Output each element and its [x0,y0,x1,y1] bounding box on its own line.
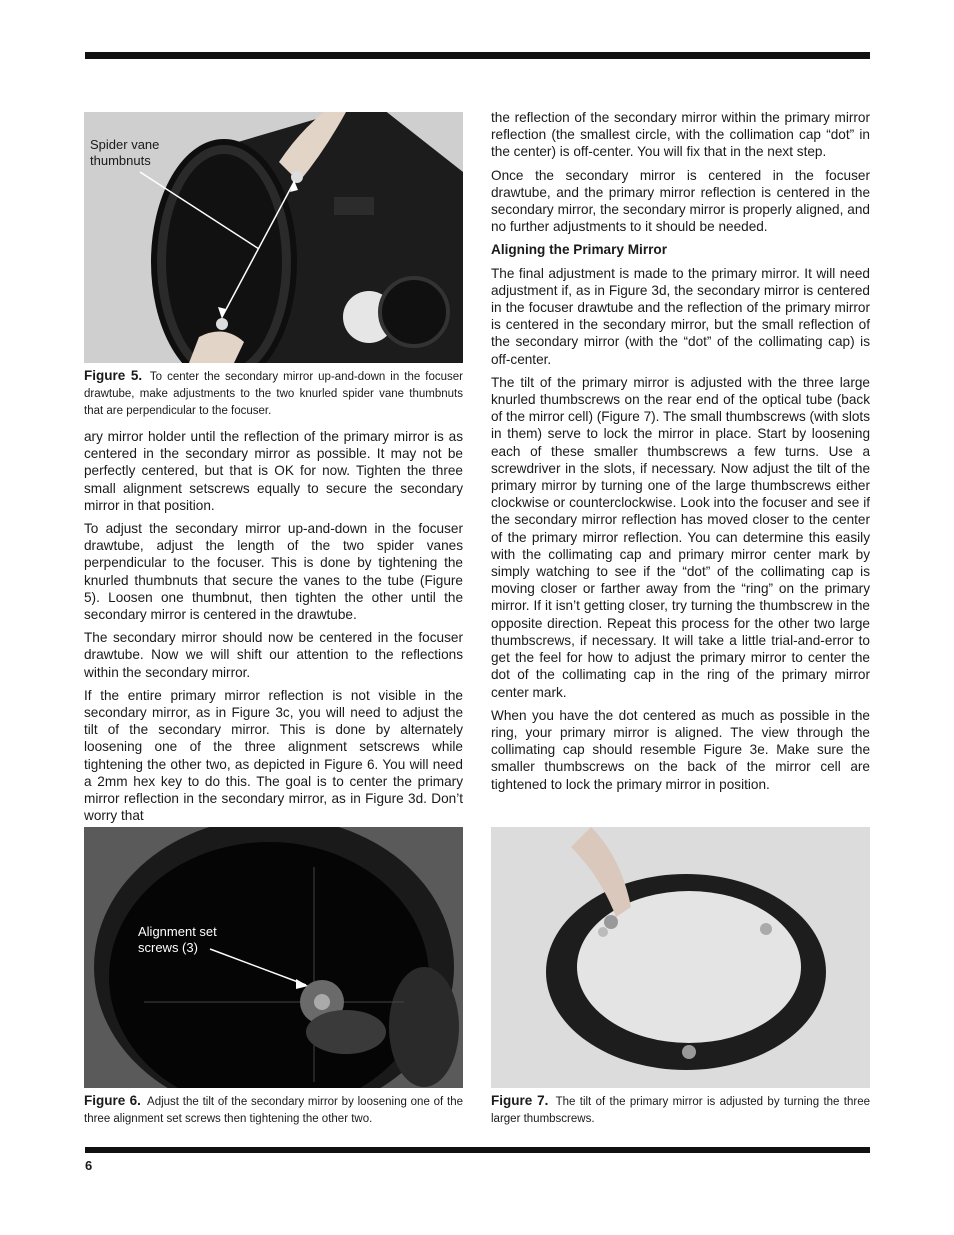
figure-6-caption [84,1092,463,1128]
figure-5-label: Spider vane thumbnuts [90,137,160,168]
figure-7-photo [491,827,870,1088]
left-column [84,428,463,830]
left-paragraph: ary mirror holder until the reflection of the primary mirror is as centered in the secondary mirror as possible. It may not be perfectly centered, but that is OK for now. Tighten the three small alignment setscrews equally to secure the secondary mirror in that position. [84,429,463,513]
left-paragraph: To adjust the secondary mirror up-and-down in the focuser drawtube, adjust the length of the two spider vanes perpendicular to the focuser. This is done by tightening the knurled thumbnuts that secure the vanes to the tube (Figure 5). Loosen one thumbnut, then tighten the other until the secondary mirror is centered in the drawtube. [84,521,463,623]
right-column [491,109,870,799]
left-paragraph: If the entire primary mirror reflection is not visible in the secondary mirror, as in Figure 3c, you will need to adjust the tilt of the secondary mirror. This is done by alternately loosening one of the three alignment setscrews while tightening the other two, as depicted in Figure 6. You will need a 2mm hex key to do this. The goal is to center the primary mirror reflection in the secondary mirror, as in Figure 3d. Don’t worry that [84,687,463,824]
figure-6-caption-text: Adjust the tilt of the secondary mirror by loosening one of the three alignment set screws then tightening the other two. [84,1096,463,1125]
right-paragraph: the reflection of the secondary mirror within the primary mirror reflection (the smallest circle, with the collimation cap “dot” in the center) is off-center. You will fix that in the next step. [491,110,870,160]
figure-5-caption-text: To center the secondary mirror up-and-down in the focuser drawtube, make adjustments to the two knurled spider vane thumbnuts that are perpendicular to the focuser. [84,371,463,417]
page-number: 6 [85,1158,93,1173]
section-heading: Aligning the Primary Mirror [491,242,667,258]
left-paragraph: The secondary mirror should now be centered in the focuser drawtube. Now we will shift our attention to the reflections within the secondary mirror. [84,630,463,680]
figure-5-caption [84,367,463,420]
right-paragraph: Once the secondary mirror is centered in the focuser drawtube, and the primary mirror reflection is centered in the secondary mirror, the secondary mirror is properly aligned, and no further adjustments to it should be needed. [491,167,870,235]
figure-5-number: Figure 5. [84,368,143,383]
top-rule [85,52,870,59]
bottom-rule [85,1147,870,1153]
figure-6-label: Alignment set screws (3) [138,924,217,955]
figure-7-number: Figure 7. [491,1093,549,1108]
figure-7-caption-text: The tilt of the primary mirror is adjusted by turning the three larger thumbscrews. [491,1096,870,1125]
right-paragraph: The final adjustment is made to the primary mirror. It will need adjustment if, as in Figure 3d, the secondary mirror is centered in the focuser drawtube and the reflection of the primary mirror is centered in the secondary mirror, but the small reflection of the secondary mirror (with the “dot” of the collimating cap) is off-center. [491,265,870,367]
figure-6-number: Figure 6. [84,1093,141,1108]
figure-5-photo [84,112,463,363]
figure-7-caption [491,1092,870,1128]
right-paragraph: The tilt of the primary mirror is adjusted with the three large knurled thumbscrews on the rear end of the optical tube (back of the mirror cell) (Figure 7). The small thumbscrews (with slots in them) serve to lock the mirror in place. Start by loosening each of these smaller thumbscrews a few turns. Use a screwdriver in the slots, if necessary. Now adjust the tilt of the primary mirror by turning one of the large thumbscrews either clockwise or counterclockwise. Look into the focuser and see if the secondary mirror reflection has moved closer to the center of the primary mirror reflection. You can determine this easily with the collimating cap and primary mirror center mark by simply watching to see if the “dot” of the collimating cap is moving closer or farther away from the “ring” on the primary mirror. If it isn’t getting closer, try turning the thumbscrew in the opposite direction. Repeat this process for the other two large thumbscrews, if necessary. It will take a little trial-and-error to get the feel for how to adjust the primary mirror to center the dot of the collimating cap in the ring of the primary mirror center mark. [491,374,870,700]
right-paragraph: When you have the dot centered as much as possible in the ring, your primary mirror is aligned. The view through the collimating cap should resemble Figure 3e. Make sure the smaller thumbscrews on the back of the mirror cell are tightened to lock the primary mirror in position. [491,707,870,792]
figure-6-photo [84,827,463,1088]
